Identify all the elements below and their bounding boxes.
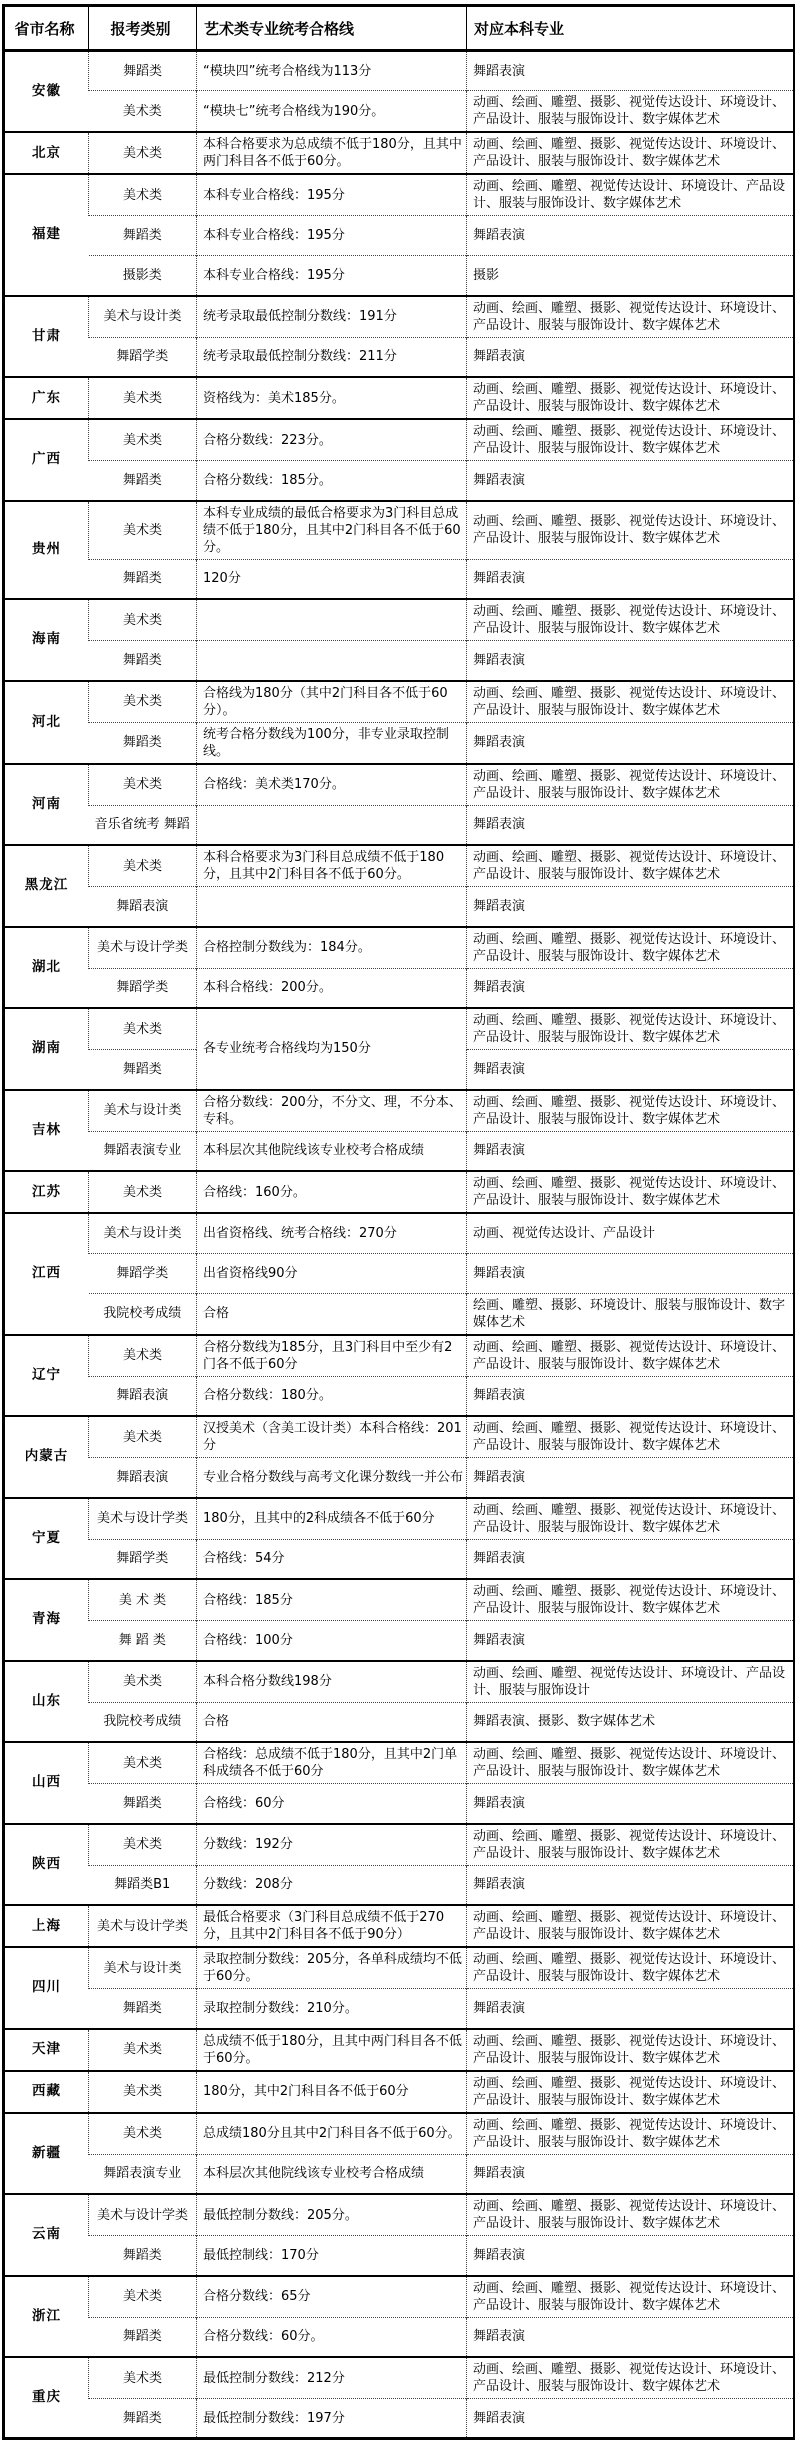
category-cell: 舞蹈类	[89, 722, 197, 764]
table-row	[4, 968, 795, 1008]
category-cell: 美术类	[89, 1008, 197, 1050]
score-line-cell	[197, 641, 467, 681]
category-cell: 舞蹈类	[89, 51, 197, 91]
majors-cell: 动画、绘画、雕塑、摄影、视觉传达设计、环境设计、产品设计、服装与服饰设计、数字媒体艺术	[467, 1742, 795, 1784]
score-line-cell: 本科层次其他院线该专业校考合格成绩	[197, 2154, 467, 2194]
table-row	[4, 2071, 795, 2113]
majors-cell: 动画、视觉传达设计、产品设计	[467, 1213, 795, 1253]
province-name: 安徽	[4, 51, 89, 133]
majors-cell: 舞蹈表演	[467, 1539, 795, 1579]
majors-cell: 舞蹈表演	[467, 1050, 795, 1090]
category-cell: 舞蹈学类	[89, 1539, 197, 1579]
majors-cell: 舞蹈表演	[467, 1376, 795, 1416]
header-cell-province: 省市名称	[4, 6, 89, 51]
province-name: 新疆	[4, 2113, 89, 2195]
majors-cell: 舞蹈表演	[467, 1865, 795, 1905]
score-line-cell: 最低合格要求（3门科目总成绩不低于270分，且其中2门科目各不低于90分）	[197, 1905, 467, 1947]
score-line-cell: 180分，且其中的2科成绩各不低于60分	[197, 1498, 467, 1540]
table-row	[4, 2113, 795, 2155]
score-line-cell: 最低控制分数线：197分	[197, 2399, 467, 2439]
majors-cell: 舞蹈表演	[467, 722, 795, 764]
province-name: 浙江	[4, 2276, 89, 2358]
category-cell: 美术类	[89, 1335, 197, 1377]
table-row	[4, 461, 795, 501]
category-cell: 舞蹈类	[89, 641, 197, 681]
category-cell: 舞蹈类	[89, 1784, 197, 1824]
category-cell: 美术类	[89, 2357, 197, 2399]
score-line-cell: 合格线：54分	[197, 1539, 467, 1579]
majors-cell: 动画、绘画、雕塑、摄影、视觉传达设计、环境设计、产品设计、服装与服饰设计、数字媒体艺术	[467, 1008, 795, 1050]
majors-cell: 动画、绘画、雕塑、摄影、视觉传达设计、环境设计、产品设计、服装与服饰设计、数字媒体艺术	[467, 132, 795, 174]
majors-cell: 舞蹈表演	[467, 1253, 795, 1293]
score-line-cell: 统考合格分数线为100分，非专业录取控制线。	[197, 722, 467, 764]
province-name: 河北	[4, 681, 89, 764]
category-cell: 美术类	[89, 599, 197, 641]
province-name: 上海	[4, 1905, 89, 1947]
majors-cell: 舞蹈表演	[467, 1458, 795, 1498]
table-row	[4, 559, 795, 599]
category-cell: 舞蹈类	[89, 216, 197, 256]
score-line-cell: 最低控制分数线：205分。	[197, 2194, 467, 2236]
category-cell: 舞蹈表演	[89, 887, 197, 927]
table-row	[4, 1947, 795, 1989]
category-cell: 美术与设计类	[89, 1090, 197, 1132]
score-line-cell: 合格线：总成绩不低于180分，且其中2门单科成绩各不低于60分	[197, 1742, 467, 1784]
table-row	[4, 377, 795, 419]
majors-cell: 动画、绘画、雕塑、摄影、视觉传达设计、环境设计、产品设计、服装与服饰设计、数字媒体艺术	[467, 2276, 795, 2318]
score-line-cell: 最低控制分数线：212分	[197, 2357, 467, 2399]
table-row	[4, 419, 795, 461]
majors-cell: 舞蹈表演	[467, 1784, 795, 1824]
category-cell: 美术类	[89, 132, 197, 174]
score-line-cell: 本科合格要求为总成绩不低于180分，且其中两门科目各不低于60分。	[197, 132, 467, 174]
table-body	[4, 51, 795, 2439]
score-line-cell: 资格线为：美术185分。	[197, 377, 467, 419]
table-row	[4, 681, 795, 723]
province-name: 辽宁	[4, 1335, 89, 1417]
table-row	[4, 216, 795, 256]
majors-cell: 动画、绘画、雕塑、摄影、视觉传达设计、环境设计、产品设计、服装与服饰设计、数字媒体艺术	[467, 501, 795, 560]
category-cell: 美术类	[89, 1742, 197, 1784]
category-cell: 舞 蹈 类	[89, 1621, 197, 1661]
category-cell: 美术类	[89, 1171, 197, 1213]
majors-cell: 动画、绘画、雕塑、摄影、视觉传达设计、环境设计、产品设计、服装与服饰设计、数字媒体艺术	[467, 681, 795, 723]
majors-cell: 动画、绘画、雕塑、摄影、视觉传达设计、环境设计、产品设计、服装与服饰设计、数字媒体艺术	[467, 2194, 795, 2236]
province-name: 广东	[4, 377, 89, 419]
majors-cell: 动画、绘画、雕塑、视觉传达设计、环境设计、产品设计、服装与服饰设计、数字媒体艺术	[467, 174, 795, 216]
majors-cell: 动画、绘画、雕塑、摄影、视觉传达设计、环境设计、产品设计、服装与服饰设计、数字媒体艺术	[467, 1824, 795, 1866]
score-line-cell: 总成绩不低于180分，且其中两门科目各不低于60分。	[197, 2029, 467, 2071]
category-cell: 美术类	[89, 845, 197, 887]
score-line-cell: 统考录取最低控制分数线：211分	[197, 337, 467, 377]
category-cell: 舞蹈学类	[89, 337, 197, 377]
category-cell: 舞蹈表演专业	[89, 2154, 197, 2194]
majors-cell: 动画、绘画、雕塑、摄影、视觉传达设计、环境设计、产品设计、服装与服饰设计、数字媒体艺术	[467, 927, 795, 969]
majors-cell: 动画、绘画、雕塑、摄影、视觉传达设计、环境设计、产品设计、服装与服饰设计、数字媒体艺术	[467, 1498, 795, 1540]
score-line-cell: 合格分数线：185分。	[197, 461, 467, 501]
table-row	[4, 337, 795, 377]
province-name: 河南	[4, 764, 89, 846]
majors-cell: 舞蹈表演	[467, 1131, 795, 1171]
table-row	[4, 1702, 795, 1742]
majors-cell: 舞蹈表演	[467, 2399, 795, 2439]
table-row	[4, 1090, 795, 1132]
majors-cell: 舞蹈表演	[467, 51, 795, 91]
province-name: 宁夏	[4, 1498, 89, 1580]
table-row	[4, 1621, 795, 1661]
category-cell: 舞蹈学类	[89, 1253, 197, 1293]
category-cell: 舞蹈类	[89, 1989, 197, 2029]
score-line-cell: 本科层次其他院线该专业校考合格成绩	[197, 1131, 467, 1171]
majors-cell: 动画、绘画、雕塑、摄影、视觉传达设计、环境设计、产品设计、服装与服饰设计、数字媒体艺术	[467, 2113, 795, 2155]
category-cell: 美术类	[89, 377, 197, 419]
province-name: 云南	[4, 2194, 89, 2276]
category-cell: 美术类	[89, 1824, 197, 1866]
category-cell: 美术类	[89, 2276, 197, 2318]
category-cell: 舞蹈类	[89, 2399, 197, 2439]
table-row	[4, 845, 795, 887]
province-name: 四川	[4, 1947, 89, 2029]
score-line-cell: 合格分数线：180分。	[197, 1376, 467, 1416]
table-row	[4, 1376, 795, 1416]
score-line-cell	[197, 599, 467, 641]
majors-cell: 舞蹈表演	[467, 887, 795, 927]
score-line-cell: 出省资格线、统考合格线：270分	[197, 1213, 467, 1253]
majors-cell: 动画、绘画、雕塑、摄影、视觉传达设计、环境设计、产品设计、服装与服饰设计、数字媒体艺术	[467, 1905, 795, 1947]
majors-cell: 舞蹈表演	[467, 2236, 795, 2276]
province-name: 贵州	[4, 501, 89, 600]
category-cell: 美术与设计类	[89, 296, 197, 338]
category-cell: 舞蹈表演专业	[89, 1131, 197, 1171]
score-line-cell: 合格分数线：223分。	[197, 419, 467, 461]
category-cell: 摄影类	[89, 256, 197, 296]
score-line-cell: 合格分数线为185分，且3门科目中至少有2门各不低于60分	[197, 1335, 467, 1377]
table-row	[4, 927, 795, 969]
category-cell: 舞蹈学类	[89, 968, 197, 1008]
province-name: 湖北	[4, 927, 89, 1009]
table-row	[4, 1293, 795, 1335]
category-cell: 美术与设计学类	[89, 927, 197, 969]
score-line-cell: 专业合格分数线与高考文化课分数线一并公布	[197, 1458, 467, 1498]
province-name: 海南	[4, 599, 89, 681]
category-cell: 美术类	[89, 681, 197, 723]
score-line-cell: 录取控制分数线：210分。	[197, 1989, 467, 2029]
majors-cell: 舞蹈表演	[467, 641, 795, 681]
category-cell: 美术类	[89, 419, 197, 461]
majors-cell: 动画、绘画、雕塑、摄影、视觉传达设计、环境设计、产品设计、服装与服饰设计、数字媒体艺术	[467, 1416, 795, 1458]
table-header-row	[4, 6, 795, 51]
category-cell: 美术类	[89, 1661, 197, 1703]
table-row	[4, 764, 795, 806]
category-cell: 美术类	[89, 501, 197, 560]
score-line-cell: 本科合格要求为3门科目总成绩不低于180分，且其中2门科目各不低于60分。	[197, 845, 467, 887]
category-cell: 美术类	[89, 2113, 197, 2155]
category-cell: 美术与设计类	[89, 1947, 197, 1989]
category-cell: 美术类	[89, 764, 197, 806]
province-name: 山西	[4, 1742, 89, 1824]
category-cell: 舞蹈类	[89, 2317, 197, 2357]
score-line-cell: 本科专业成绩的最低合格要求为3门科目总成绩不低于180分，且其中2门科目各不低于60分。	[197, 501, 467, 560]
table-row	[4, 1498, 795, 1540]
province-name: 内蒙古	[4, 1416, 89, 1498]
majors-cell: 舞蹈表演	[467, 1989, 795, 2029]
score-line-cell: 分数线：208分	[197, 1865, 467, 1905]
table-row	[4, 1661, 795, 1703]
category-cell: 美术类	[89, 2029, 197, 2071]
table-row	[4, 501, 795, 560]
header-cell-category: 报考类别	[89, 6, 197, 51]
score-line-cell: 本科专业合格线：195分	[197, 256, 467, 296]
category-cell: 美术类	[89, 2071, 197, 2113]
category-cell: 舞蹈类B1	[89, 1865, 197, 1905]
score-line-cell: 合格	[197, 1293, 467, 1335]
majors-cell: 动画、绘画、雕塑、摄影、视觉传达设计、环境设计、产品设计、服装与服饰设计、数字媒体艺术	[467, 377, 795, 419]
score-line-cell	[197, 805, 467, 845]
table-row	[4, 1824, 795, 1866]
table-row	[4, 1131, 795, 1171]
header-cell-score-line: 艺术类专业统考合格线	[197, 6, 467, 51]
majors-cell: 动画、绘画、雕塑、摄影、视觉传达设计、环境设计、产品设计、服装与服饰设计、数字媒体艺术	[467, 845, 795, 887]
majors-cell: 舞蹈表演	[467, 2317, 795, 2357]
category-cell: 舞蹈类	[89, 559, 197, 599]
table-row	[4, 296, 795, 338]
table-row	[4, 599, 795, 641]
score-line-cell: 合格线：60分	[197, 1784, 467, 1824]
category-cell: 我院校考成绩	[89, 1702, 197, 1742]
category-cell: 美术与设计学类	[89, 1498, 197, 1540]
category-cell: 美术类	[89, 1416, 197, 1458]
majors-cell: 舞蹈表演	[467, 2154, 795, 2194]
table-row	[4, 1253, 795, 1293]
category-cell: 美术与设计学类	[89, 1905, 197, 1947]
majors-cell: 动画、绘画、雕塑、摄影、视觉传达设计、环境设计、产品设计、服装与服饰设计、数字媒体艺术	[467, 1171, 795, 1213]
category-cell: 美术类	[89, 174, 197, 216]
score-line-cell	[197, 887, 467, 927]
score-line-cell: 合格线：美术类170分。	[197, 764, 467, 806]
table-row	[4, 2236, 795, 2276]
province-name: 福建	[4, 174, 89, 296]
table-row	[4, 2194, 795, 2236]
score-line-cell: 各专业统考合格线均为150分	[197, 1008, 467, 1090]
table-row	[4, 174, 795, 216]
table-row	[4, 1171, 795, 1213]
score-line-cell: “模块七”统考合格线为190分。	[197, 91, 467, 133]
score-line-cell: 本科专业合格线：195分	[197, 174, 467, 216]
header-cell-majors: 对应本科专业	[467, 6, 795, 51]
category-cell: 美 术 类	[89, 1579, 197, 1621]
table-row	[4, 2399, 795, 2439]
score-line-cell: 本科合格线：200分。	[197, 968, 467, 1008]
majors-cell: 舞蹈表演	[467, 805, 795, 845]
majors-cell: 动画、绘画、雕塑、摄影、视觉传达设计、环境设计、产品设计、服装与服饰设计、数字媒体艺术	[467, 764, 795, 806]
table-row	[4, 722, 795, 764]
score-line-cell: 合格控制分数线为：184分。	[197, 927, 467, 969]
score-line-cell: 合格线为180分（其中2门科目各不低于60分）。	[197, 681, 467, 723]
table-row	[4, 256, 795, 296]
category-cell: 舞蹈类	[89, 461, 197, 501]
province-name: 陕西	[4, 1824, 89, 1906]
score-line-cell: 分数线：192分	[197, 1824, 467, 1866]
category-cell: 美术与设计类	[89, 1213, 197, 1253]
province-name: 重庆	[4, 2357, 89, 2439]
table-row	[4, 51, 795, 91]
province-name: 青海	[4, 1579, 89, 1661]
score-line-cell: 合格分数线：200分，不分文、理，不分本、专科。	[197, 1090, 467, 1132]
table-row	[4, 2154, 795, 2194]
score-line-cell: 120分	[197, 559, 467, 599]
majors-cell: 舞蹈表演	[467, 216, 795, 256]
majors-cell: 动画、绘画、雕塑、摄影、视觉传达设计、环境设计、产品设计、服装与服饰设计、数字媒体艺术	[467, 2357, 795, 2399]
majors-cell: 舞蹈表演	[467, 559, 795, 599]
majors-cell: 动画、绘画、雕塑、摄影、视觉传达设计、环境设计、产品设计、服装与服饰设计、数字媒体艺术	[467, 1090, 795, 1132]
score-line-cell: 合格线：100分	[197, 1621, 467, 1661]
score-line-cell: 合格线：185分	[197, 1579, 467, 1621]
score-line-cell: 180分，其中2门科目各不低于60分	[197, 2071, 467, 2113]
score-line-cell: “模块四”统考合格线为113分	[197, 51, 467, 91]
majors-cell: 动画、绘画、雕塑、摄影、视觉传达设计、环境设计、产品设计、服装与服饰设计、数字媒体艺术	[467, 296, 795, 338]
majors-cell: 舞蹈表演	[467, 1621, 795, 1661]
score-line-cell: 合格分数线：60分。	[197, 2317, 467, 2357]
majors-cell: 动画、绘画、雕塑、摄影、视觉传达设计、环境设计、产品设计、服装与服饰设计、数字媒体艺术	[467, 1947, 795, 1989]
category-cell: 音乐省统考 舞蹈	[89, 805, 197, 845]
score-line-cell: 合格线：160分。	[197, 1171, 467, 1213]
majors-cell: 动画、绘画、雕塑、摄影、视觉传达设计、环境设计、产品设计、服装与服饰设计、数字媒体艺术	[467, 1335, 795, 1377]
majors-cell: 舞蹈表演	[467, 968, 795, 1008]
table-row	[4, 1008, 795, 1050]
table-row	[4, 805, 795, 845]
table-row	[4, 2276, 795, 2318]
score-line-cell: 本科专业合格线：195分	[197, 216, 467, 256]
table-row	[4, 2357, 795, 2399]
province-name: 吉林	[4, 1090, 89, 1172]
table-row	[4, 2317, 795, 2357]
table-row	[4, 1865, 795, 1905]
table-row	[4, 1539, 795, 1579]
province-name: 北京	[4, 132, 89, 174]
table-row	[4, 1458, 795, 1498]
category-cell: 舞蹈表演	[89, 1458, 197, 1498]
score-line-cell: 汉授美术（含美工设计类）本科合格线：201分	[197, 1416, 467, 1458]
category-cell: 美术类	[89, 91, 197, 133]
table-row	[4, 1905, 795, 1947]
table-row	[4, 1213, 795, 1253]
majors-cell: 舞蹈表演	[467, 461, 795, 501]
table-row	[4, 91, 795, 133]
majors-cell: 舞蹈表演	[467, 337, 795, 377]
province-name: 山东	[4, 1661, 89, 1743]
province-name: 天津	[4, 2029, 89, 2071]
score-line-cell: 本科合格分数线198分	[197, 1661, 467, 1703]
province-name: 甘肃	[4, 296, 89, 378]
table-row	[4, 887, 795, 927]
table-row	[4, 1579, 795, 1621]
table-row	[4, 641, 795, 681]
majors-cell: 动画、绘画、雕塑、摄影、视觉传达设计、环境设计、产品设计、服装与服饰设计、数字媒体艺术	[467, 2071, 795, 2113]
majors-cell: 动画、绘画、雕塑、摄影、视觉传达设计、环境设计、产品设计、服装与服饰设计、数字媒体艺术	[467, 2029, 795, 2071]
majors-cell: 动画、绘画、雕塑、摄影、视觉传达设计、环境设计、产品设计、服装与服饰设计、数字媒体艺术	[467, 419, 795, 461]
score-line-cell: 录取控制分数线：205分，各单科成绩均不低于60分。	[197, 1947, 467, 1989]
score-table	[2, 4, 795, 2440]
score-line-cell: 最低控制线：170分	[197, 2236, 467, 2276]
table-row	[4, 1784, 795, 1824]
province-name: 西藏	[4, 2071, 89, 2113]
majors-cell: 动画、绘画、雕塑、视觉传达设计、环境设计、产品设计、服装与服饰设计	[467, 1661, 795, 1703]
score-line-cell: 合格分数线：65分	[197, 2276, 467, 2318]
majors-cell: 动画、绘画、雕塑、摄影、视觉传达设计、环境设计、产品设计、服装与服饰设计、数字媒体艺术	[467, 599, 795, 641]
province-name: 广西	[4, 419, 89, 501]
category-cell: 美术与设计学类	[89, 2194, 197, 2236]
category-cell: 舞蹈类	[89, 1050, 197, 1090]
table-row	[4, 1335, 795, 1377]
table-row	[4, 1742, 795, 1784]
province-name: 江西	[4, 1213, 89, 1335]
table-row	[4, 1989, 795, 2029]
province-name: 江苏	[4, 1171, 89, 1213]
majors-cell: 动画、绘画、雕塑、摄影、视觉传达设计、环境设计、产品设计、服装与服饰设计、数字媒体艺术	[467, 1579, 795, 1621]
majors-cell: 摄影	[467, 256, 795, 296]
table-row	[4, 1416, 795, 1458]
score-line-cell: 出省资格线90分	[197, 1253, 467, 1293]
table-row	[4, 2029, 795, 2071]
score-line-cell: 合格	[197, 1702, 467, 1742]
province-name: 湖南	[4, 1008, 89, 1090]
majors-cell: 动画、绘画、雕塑、摄影、视觉传达设计、环境设计、产品设计、服装与服饰设计、数字媒体艺术	[467, 91, 795, 133]
category-cell: 我院校考成绩	[89, 1293, 197, 1335]
score-line-cell: 统考录取最低控制分数线：191分	[197, 296, 467, 338]
table-row	[4, 132, 795, 174]
majors-cell: 舞蹈表演、摄影、数字媒体艺术	[467, 1702, 795, 1742]
category-cell: 舞蹈类	[89, 2236, 197, 2276]
province-name: 黑龙江	[4, 845, 89, 927]
category-cell: 舞蹈表演	[89, 1376, 197, 1416]
score-line-cell: 总成绩180分且其中2门科目各不低于60分。	[197, 2113, 467, 2155]
majors-cell: 绘画、雕塑、摄影、环境设计、服装与服饰设计、数字媒体艺术	[467, 1293, 795, 1335]
